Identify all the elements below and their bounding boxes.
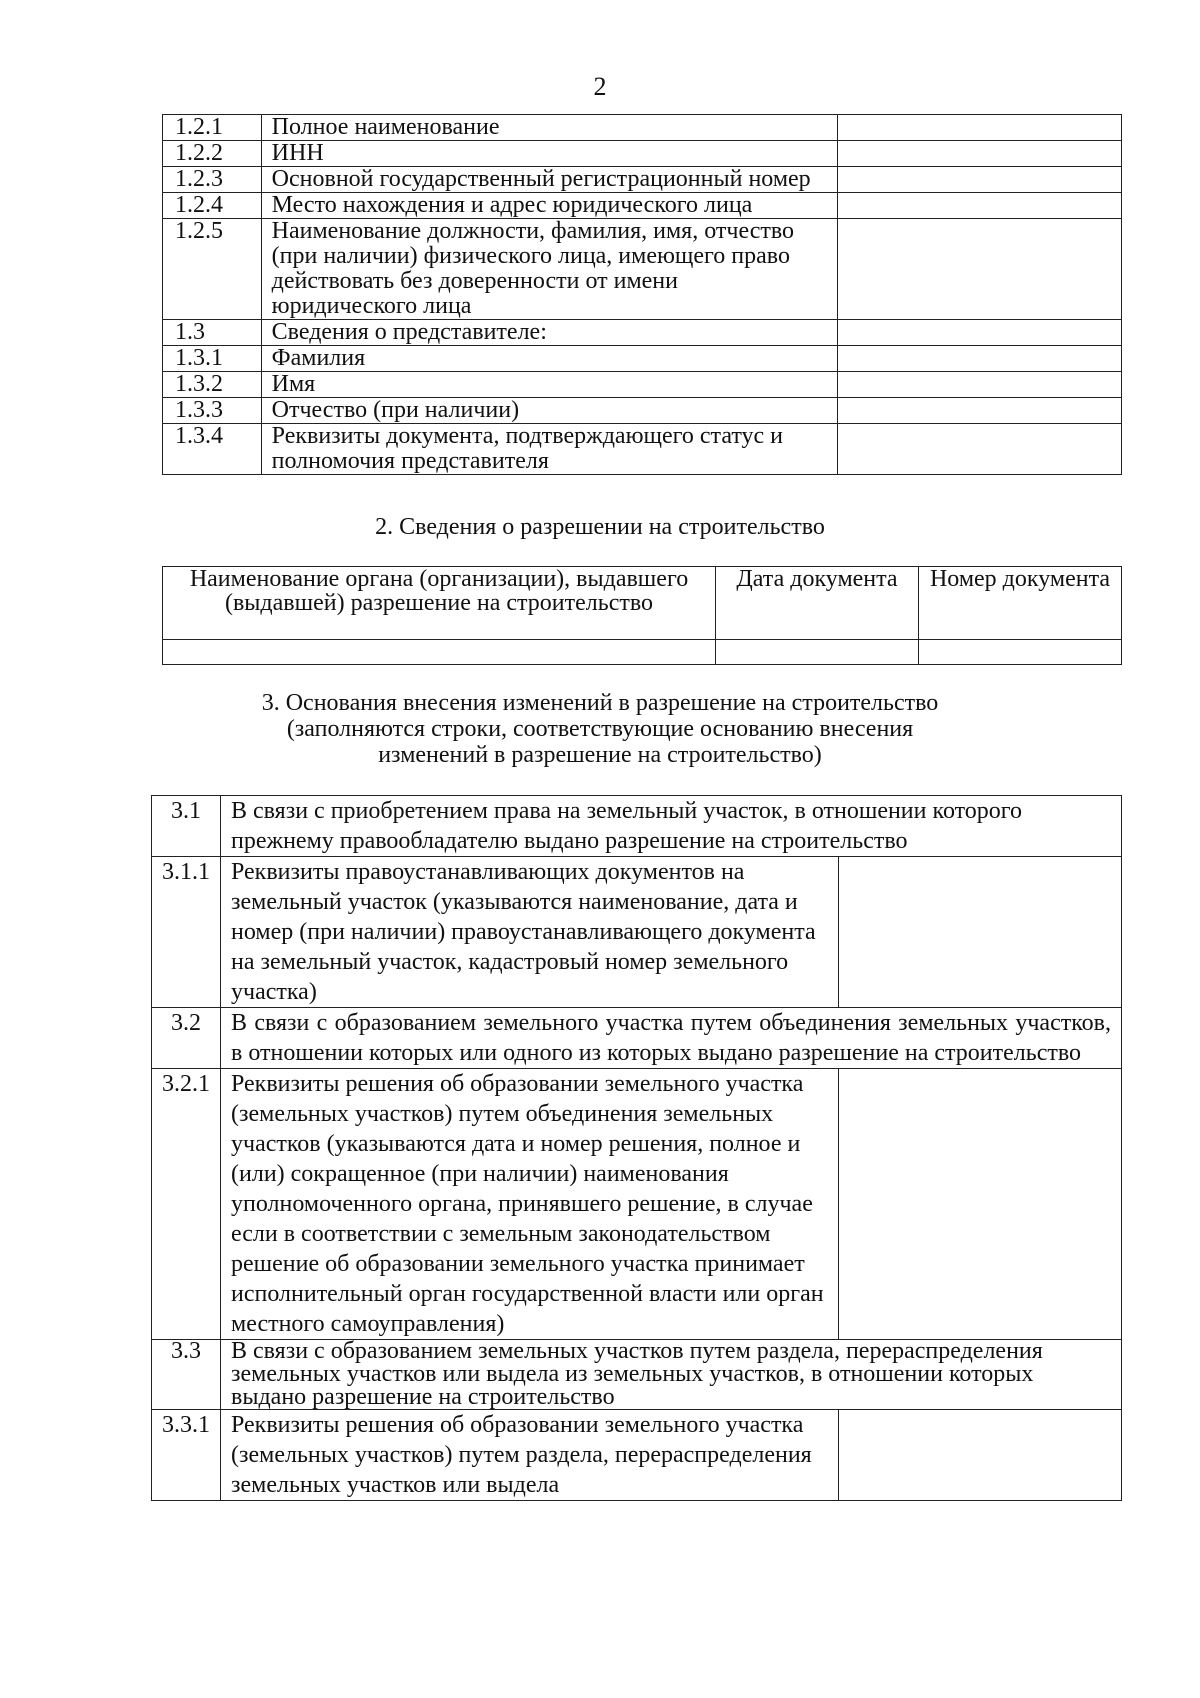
row-label: Отчество (при наличии)	[261, 398, 838, 424]
value-cell[interactable]	[839, 1069, 1122, 1340]
value-cell[interactable]	[839, 1410, 1122, 1501]
column-header-issuer: Наименование органа (организации), выдавшего (выдавшей) разрешение на строительство	[163, 567, 716, 640]
table-row	[152, 796, 1122, 857]
row-number: 1.2.1	[163, 115, 262, 141]
table-header-row	[163, 567, 1122, 640]
value-cell[interactable]	[839, 857, 1122, 1008]
value-cell[interactable]	[838, 346, 1122, 372]
row-number: 1.2.4	[163, 193, 262, 219]
table-row	[163, 372, 1122, 398]
row-number: 3.3	[152, 1340, 221, 1410]
row-label: Основной государственный регистрационный номер	[261, 167, 838, 193]
value-cell[interactable]	[838, 141, 1122, 167]
table-row	[163, 193, 1122, 219]
row-number: 3.1.1	[152, 857, 221, 1008]
row-number: 1.2.3	[163, 167, 262, 193]
table-row	[152, 1008, 1122, 1069]
applicant-details-table	[162, 114, 1122, 475]
value-cell[interactable]	[838, 424, 1122, 475]
row-label: Реквизиты документа, подтверждающего статус и полномочия представителя	[261, 424, 838, 475]
table-row	[163, 115, 1122, 141]
row-number: 1.3.2	[163, 372, 262, 398]
date-cell[interactable]	[716, 640, 919, 665]
section-2-heading: 2. Сведения о разрешении на строительство	[375, 514, 825, 540]
table-row	[152, 857, 1122, 1008]
row-number: 1.3.3	[163, 398, 262, 424]
row-number: 3.1	[152, 796, 221, 857]
row-number: 1.2.5	[163, 219, 262, 320]
table-row	[163, 167, 1122, 193]
row-label: Место нахождения и адрес юридического лица	[261, 193, 838, 219]
value-cell[interactable]	[838, 372, 1122, 398]
row-label: Фамилия	[261, 346, 838, 372]
row-label: Реквизиты решения об образовании земельного участка (земельных участков) путем раздела, перераспределения земельных участков или выдела	[221, 1410, 839, 1501]
row-number: 3.3.1	[152, 1410, 221, 1501]
table-row	[163, 640, 1122, 665]
row-number: 1.3.4	[163, 424, 262, 475]
value-cell[interactable]	[838, 398, 1122, 424]
column-header-date: Дата документа	[716, 567, 919, 640]
table-row	[163, 398, 1122, 424]
row-label: Реквизиты правоустанавливающих документов на земельный участок (указываются наименование, дата и номер (при наличии) правоустанавливающего документа на земельный участок, кадастровый номер земельного участка)	[221, 857, 839, 1008]
section-3-heading-line-3: изменений в разрешение на строительство)	[378, 742, 822, 768]
row-number: 3.2.1	[152, 1069, 221, 1340]
section-3-heading-line-2: (заполняются строки, соответствующие основанию внесения	[286, 716, 914, 742]
row-label: Наименование должности, фамилия, имя, отчество (при наличии) физического лица, имеющего право действовать без доверенности от имени юридического лица	[261, 219, 838, 320]
value-cell[interactable]	[838, 193, 1122, 219]
row-label: Сведения о представителе:	[261, 320, 838, 346]
row-number: 1.3	[163, 320, 262, 346]
row-label: Полное наименование	[261, 115, 838, 141]
permit-info-table	[162, 566, 1122, 665]
grounds-table	[151, 795, 1122, 1501]
row-label: ИНН	[261, 141, 838, 167]
number-cell[interactable]	[919, 640, 1122, 665]
row-label: В связи с образованием земельных участков путем раздела, перераспределения земельных участков или выдела из земельных участков, в отношении которых выдано разрешение на строительство	[221, 1340, 1122, 1410]
value-cell[interactable]	[838, 320, 1122, 346]
value-cell[interactable]	[838, 115, 1122, 141]
table-row	[163, 141, 1122, 167]
issuer-cell[interactable]	[163, 640, 716, 665]
value-cell[interactable]	[838, 167, 1122, 193]
row-label: Имя	[261, 372, 838, 398]
table-row	[152, 1410, 1122, 1501]
table-row	[152, 1069, 1122, 1340]
row-label: В связи с приобретением права на земельный участок, в отношении которого прежнему правообладателю выдано разрешение на строительство	[221, 796, 1122, 857]
value-cell[interactable]	[838, 219, 1122, 320]
column-header-number: Номер документа	[919, 567, 1122, 640]
page-number: 2	[593, 72, 607, 101]
table-row	[163, 346, 1122, 372]
row-label: В связи с образованием земельного участка путем объединения земельных участков, в отношении которых или одного из которых выдано разрешение на строительство	[221, 1008, 1122, 1069]
table-row	[152, 1340, 1122, 1410]
table-row	[163, 320, 1122, 346]
row-number: 1.3.1	[163, 346, 262, 372]
table-row	[163, 219, 1122, 320]
row-number: 3.2	[152, 1008, 221, 1069]
table-row	[163, 424, 1122, 475]
section-3-heading-line-1: 3. Основания внесения изменений в разрешение на строительство	[261, 690, 939, 716]
row-label: Реквизиты решения об образовании земельного участка (земельных участков) путем объединения земельных участков (указываются дата и номер решения, полное и (или) сокращенное (при наличии) наименования уполномоченного органа, принявшего решение, в случае если в соответствии с земельным законодательством решение об образовании земельного участка принимает исполнительный орган государственной власти или орган местного самоуправления)	[221, 1069, 839, 1340]
row-number: 1.2.2	[163, 141, 262, 167]
